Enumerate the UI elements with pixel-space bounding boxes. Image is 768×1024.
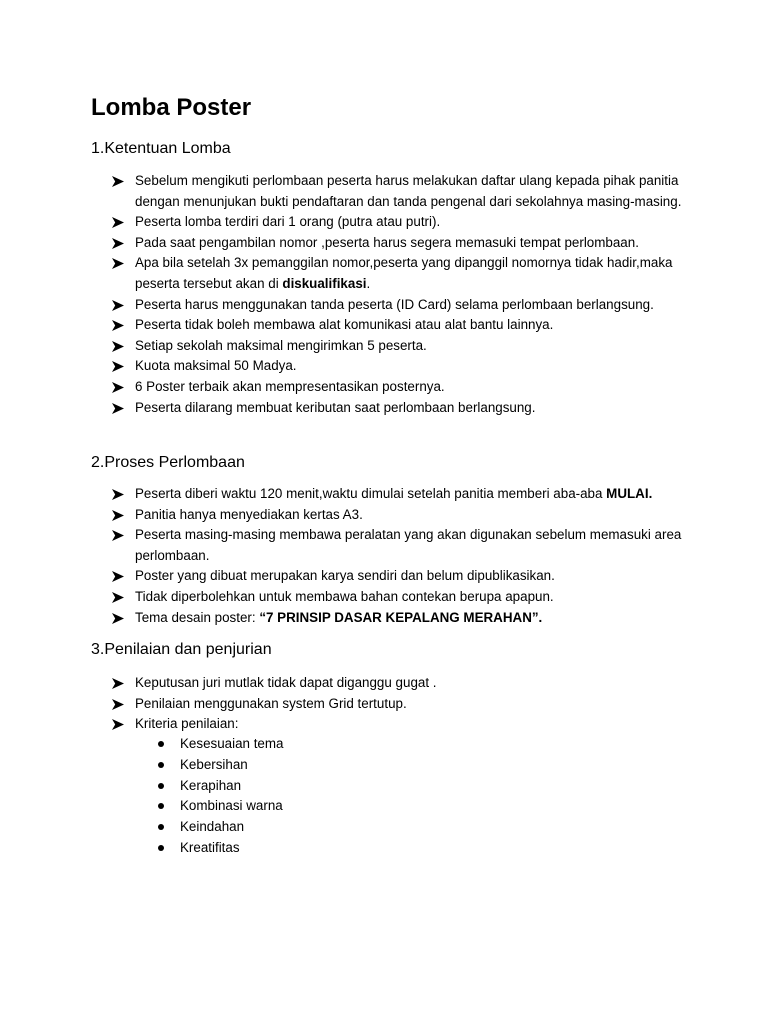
- arrowhead-bullet-icon: [112, 300, 124, 311]
- list-item-text: Setiap sekolah maksimal mengirimkan 5 peserta.: [135, 337, 427, 353]
- list-item: [112, 398, 692, 419]
- arrowhead-bullet-icon: [112, 489, 124, 500]
- list-item: [112, 673, 692, 694]
- arrowhead-bullet-icon: [112, 592, 124, 603]
- list-item-suffix: .: [366, 275, 371, 291]
- arrowhead-bullet-icon: [112, 719, 124, 730]
- document-title: Lomba Poster: [91, 94, 252, 121]
- list-item-text: Peserta masing-masing membawa peralatan yang akan digunakan sebelum memasuki area perlombaan.: [135, 527, 682, 563]
- round-bullet-icon: [158, 803, 164, 809]
- arrowhead-bullet-icon: [112, 217, 124, 228]
- list-item-text: Tidak diperbolehkan untuk membawa bahan contekan berupa apapun.: [135, 588, 554, 604]
- arrowhead-bullet-icon: [112, 510, 124, 521]
- list-item-text: Peserta dilarang membuat keributan saat perlombaan berlangsung.: [135, 399, 536, 415]
- list-item: [112, 694, 692, 715]
- criteria-item: [158, 838, 458, 859]
- list-item: [112, 233, 692, 254]
- list-item-text: Kriteria penilaian:: [135, 716, 239, 732]
- criteria-item-text: Kerapihan: [180, 777, 242, 793]
- list-item: [112, 377, 692, 398]
- list-item: [112, 566, 692, 587]
- criteria-item: [158, 796, 458, 817]
- list-item-emphasis: “7 PRINSIP DASAR KEPALANG MERAHAN”.: [259, 609, 543, 625]
- list-item: [112, 212, 692, 233]
- list-item: [112, 171, 692, 212]
- list-item-text: Poster yang dibuat merupakan karya sendiri dan belum dipublikasikan.: [135, 568, 555, 584]
- list-item: [112, 336, 692, 357]
- list-item: [112, 484, 692, 505]
- section-list-proses: [112, 484, 692, 628]
- criteria-item-text: Kombinasi warna: [180, 798, 283, 814]
- list-item-text: Pada saat pengambilan nomor ,peserta harus segera memasuki tempat perlombaan.: [135, 234, 639, 250]
- list-item: [112, 714, 692, 735]
- criteria-item-text: Keindahan: [180, 819, 245, 835]
- round-bullet-icon: [158, 824, 164, 830]
- list-item-text: 6 Poster terbaik akan mempresentasikan posternya.: [135, 378, 445, 394]
- section-heading-penilaian: 3.Penilaian dan penjurian: [91, 641, 272, 658]
- arrowhead-bullet-icon: [112, 530, 124, 541]
- arrowhead-bullet-icon: [112, 361, 124, 372]
- arrowhead-bullet-icon: [112, 613, 124, 624]
- list-item-text: Tema desain poster:: [135, 609, 260, 625]
- criteria-item-text: Kreatifitas: [180, 839, 240, 855]
- list-item-text: Kuota maksimal 50 Madya.: [135, 358, 297, 374]
- list-item-text: Panitia hanya menyediakan kertas A3.: [135, 506, 363, 522]
- arrowhead-bullet-icon: [112, 382, 124, 393]
- list-item-text: Sebelum mengikuti perlombaan peserta harus melakukan daftar ulang kepada pihak panitia dengan menunjukan bukti pendaftaran dan tanda pengenal dari sekolahnya masing-masing.: [135, 173, 682, 209]
- list-item-emphasis: MULAI.: [606, 486, 653, 501]
- arrowhead-bullet-icon: [112, 341, 124, 352]
- criteria-item: [158, 817, 458, 838]
- arrowhead-bullet-icon: [112, 238, 124, 249]
- list-item-text: Peserta tidak boleh membawa alat komunikasi atau alat bantu lainnya.: [135, 317, 554, 333]
- arrowhead-bullet-icon: [112, 678, 124, 689]
- section-heading-ketentuan: 1.Ketentuan Lomba: [91, 140, 231, 157]
- section-list-penilaian: [112, 673, 692, 735]
- criteria-item: [158, 755, 458, 776]
- list-item-text: Keputusan juri mutlak tidak dapat diganggu gugat .: [135, 675, 437, 690]
- criteria-item: [158, 734, 458, 755]
- round-bullet-icon: [158, 762, 164, 768]
- list-item: [112, 525, 692, 566]
- list-item-text: Peserta harus menggunakan tanda peserta (ID Card) selama perlombaan berlangsung.: [135, 296, 654, 312]
- list-item: [112, 587, 692, 608]
- arrowhead-bullet-icon: [112, 403, 124, 414]
- list-item-text: Peserta lomba terdiri dari 1 orang (putra atau putri).: [135, 214, 441, 230]
- round-bullet-icon: [158, 783, 164, 789]
- round-bullet-icon: [158, 741, 164, 747]
- criteria-item: [158, 776, 458, 797]
- list-item: [112, 295, 692, 316]
- criteria-item-text: Kebersihan: [180, 756, 248, 772]
- list-item-text: Peserta diberi waktu 120 menit,waktu dimulai setelah panitia memberi aba-aba: [135, 486, 607, 501]
- list-item: [112, 253, 692, 294]
- list-item: [112, 315, 692, 336]
- arrowhead-bullet-icon: [112, 258, 124, 269]
- list-item-emphasis: diskualifikasi: [282, 275, 367, 291]
- criteria-list: [158, 734, 458, 859]
- list-item: [112, 608, 692, 629]
- criteria-item-text: Kesesuaian tema: [180, 736, 284, 751]
- arrowhead-bullet-icon: [112, 176, 124, 187]
- round-bullet-icon: [158, 845, 164, 851]
- list-item: [112, 356, 692, 377]
- arrowhead-bullet-icon: [112, 571, 124, 582]
- arrowhead-bullet-icon: [112, 320, 124, 331]
- list-item: [112, 505, 692, 526]
- arrowhead-bullet-icon: [112, 699, 124, 710]
- list-item-text: Penilaian menggunakan system Grid tertutup.: [135, 695, 407, 711]
- section-heading-proses: 2.Proses Perlombaan: [91, 454, 245, 471]
- list-item-text: Apa bila setelah 3x pemanggilan nomor,peserta yang dipanggil nomornya tidak hadir,maka peserta tersebut akan di: [135, 255, 673, 291]
- section-list-ketentuan: [112, 171, 692, 418]
